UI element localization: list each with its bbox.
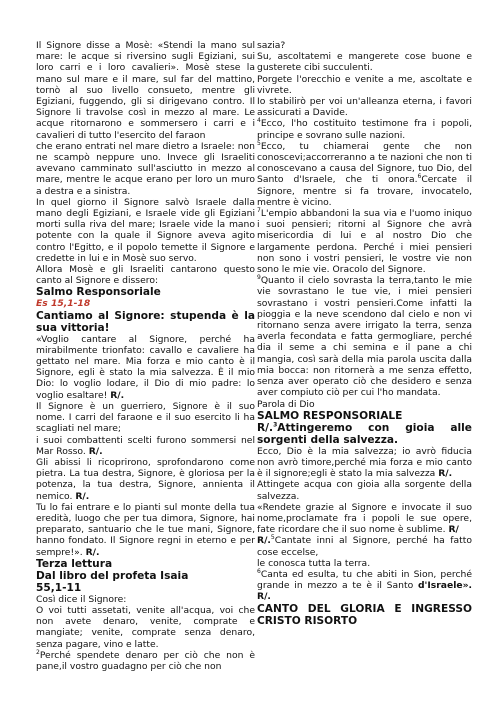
psalm-verse: [257, 502, 472, 536]
reading-verse: Porgete l'orecchio e venite a me, ascoltate e vivrete.: [257, 73, 472, 96]
psalm-verse: [257, 535, 472, 557]
psalm-verse: Il Signore è un guerriero, Signore è il suo nome. I carri del faraone e il suo esercito li ha scagliati nel mare;: [36, 400, 255, 435]
response-mark: R/.: [257, 421, 274, 434]
psalm-verse: [36, 435, 255, 457]
response-mark: R/.: [85, 546, 100, 558]
reading-intro: Così dice il Signore:: [36, 593, 127, 605]
reading-verse: [257, 275, 472, 398]
psalm-verse: [257, 569, 472, 603]
reading-verse: [257, 141, 472, 208]
right-column: [257, 40, 472, 627]
verse-number: 7: [257, 206, 261, 214]
verse-text: Ecco, l'ho costituito testimone fra i popoli, principe e sovrano sulle nazioni.: [257, 118, 472, 141]
verse-text: Tu lo fai entrare e lo pianti sul monte della tua eredità, luogo che per tua dimora, Signore, hai preparato, santuario che le tue mani, Signore, hanno fondato. Il Signore regni in eterno e per sempre!».: [36, 501, 255, 558]
response-mark: R/.: [88, 445, 103, 457]
psalm-reference: Es 15,1-18: [36, 298, 91, 310]
verse-number: 6: [257, 567, 261, 575]
psalm-heading: SALMO RESPONSORIALE: [257, 409, 403, 422]
verse-number: 5: [257, 139, 261, 147]
verse-text: «Rendete grazie al Signore e invocate il suo nome,proclamate fra i popoli le sue opere, fate ricordare che il suo nome è sublime.: [257, 501, 472, 536]
psalm-heading: Salmo Responsoriale: [36, 286, 161, 299]
reading-verse: Su, ascoltatemi e mangerete cose buone e gusterete cibi succulenti.: [257, 51, 472, 74]
psalm-verse: le conosca tutta la terra.: [257, 557, 371, 569]
left-column: [36, 40, 255, 672]
verse-number: 9: [257, 274, 261, 282]
verse-text: Gli abissi li ricoprirono, sprofondarono come pietra. La tua destra, Signore, è gloriosa per la potenza, la tua destra, Signore, annienta il nemico.: [36, 456, 255, 502]
verse-text: Ecco, tu chiamerai gente che non conoscevi;accorreranno a te nazioni che non ti conoscevano a causa del Signore, tuo Dio, del Santo d'Israele, che ti onora.: [257, 140, 472, 186]
verse-text: Canta ed esulta, tu che abiti in Sion, perché grande in mezzo a te è il Santo: [257, 568, 472, 592]
verse-text: Ecco, Dio è la mia salvezza; io avrò fiducia non avrò timore,perché mia forza e mio canto è il signore;egli è stato la mia salvezza: [257, 445, 472, 480]
reading-paragraph: In quel giorno il Signore salvò Israele dalla mano degli Egiziani, e Israele vide gli Egiziani morti sulla riva del mare; Israele vide la mano potente con la quale il Signore aveva agito contro l'Egitto, e il popolo temette il Signore e credette in lui e in Mosè suo servo.: [36, 196, 255, 264]
reading-verse: Io stabilirò per voi un'alleanza eterna, i favori assicurati a Davide.: [257, 96, 472, 119]
refrain-text: Attingeremo con gioia alle sorgenti della salvezza.: [257, 421, 472, 446]
verse-text: L'empio abbandoni la sua via e l'uomo iniquo i suoi pensieri; ritorni al Signore che avrà misericordia di lui e al nostro Dio che largamente perdona. Perché i miei pensieri non sono i vostri pensieri, le vostre vie non sono le mie vie. Oracolo del Signore.: [257, 208, 472, 276]
psalm-verse: [36, 502, 255, 558]
verse-text: Perché spendete denaro per ciò che non è pane,il vostro guadagno per ciò che non: [36, 649, 255, 672]
response-mark: R/.: [438, 468, 453, 480]
psalm-refrain: [257, 422, 472, 446]
response-mark: R/.: [75, 490, 90, 502]
verse-text: i suoi combattenti scelti furono sommersi nel Mar Rosso.: [36, 434, 255, 457]
reading-paragraph: Allora Mosè e gli Israeliti cantarono questo canto al Signore e dissero:: [36, 264, 255, 287]
reading-verse: [257, 208, 472, 275]
verse-text-bold: d'Israele».: [417, 580, 473, 592]
psalm-verse: Attingete acqua con gioia alla sorgente della salvezza.: [257, 479, 472, 502]
verse-text: Quanto il cielo sovrasta la terra,tanto le mie vie sovrastano le tue vie, i miei pensieri sovrastano i vostri pensieri.Come infatti la pioggia e la neve scendono dal cielo e non vi ritornano senza avere irrigato la terra, senza averla fecondata e fatta germogliare, perché dia il seme a chi semina e il pane a chi mangia, così sarà della mia parola uscita dalla mia bocca: non ritornerà a me senza effetto, senza aver operato ciò che desidero e senza aver compiuto ciò per cui l'ho mandata.: [257, 275, 472, 399]
verse-text: Cercate il Signore, mentre si fa trovare, invocatelo, mentre è vicino.: [257, 174, 472, 208]
verse-text: «Voglio cantare al Signore, perché ha mirabilmente trionfato: cavallo e cavaliere ha gettato nel mare. Mia forza e mio canto è il Signore, egli è stato la mia salvezza. È il mio Dio: lo voglio lodare, il Dio di mio padre: lo voglio esaltare!: [36, 333, 255, 401]
response-mark: R/: [448, 524, 459, 536]
verse-number: 5: [270, 534, 275, 542]
response-mark: R/.: [110, 389, 125, 401]
psalm-verse: [36, 334, 255, 401]
response-mark: R/.: [257, 535, 271, 547]
psalm-verse: [36, 457, 255, 502]
reading-verse: [257, 118, 472, 140]
reading-verse: O voi tutti assetati, venite all'acqua, voi che non avete denaro, venite, comprate e mangiate; venite, comprate senza denaro, senza pagare, vino e latte.: [36, 604, 255, 650]
verse-text: Cantate inni al Signore, perché ha fatto cose eccelse,: [257, 535, 472, 558]
reading-source: Dal libro del profeta Isaia: [36, 569, 189, 582]
verse-number: 4: [257, 117, 261, 125]
closing-heading: CANTO DEL GLORIA E INGRESSO CRISTO RISORTO: [257, 602, 472, 627]
reading-verse: sazia?: [257, 40, 286, 51]
reading-paragraph: che erano entrati nel mare dietro a Israele: non ne scampò neppure uno. Invece gli Israeliti avevano camminato sull'asciutto in mezzo al mare, mentre le acque erano per loro un muro a destra e a sinistra.: [36, 140, 255, 197]
verse-number: 3: [273, 421, 278, 429]
reading-verse: [36, 650, 255, 672]
reading-label: Terza lettura: [36, 557, 113, 570]
response-mark: R/.: [257, 591, 271, 603]
verse-number: 2: [36, 648, 40, 656]
reading-paragraph: Il Signore disse a Mosè: «Stendi la mano sul mare: le acque si riversino sugli Egiziani, sui loro carri e i loro cavalieri». Mosè stese la mano sul mare e il mare, sul far del mattino, tornò al suo livello consueto, mentre gli Egiziani, fuggendo, gli si dirigevano contro. Il Signore li travolse così in mezzo al mare. Le acque ritornarono e sommersero i carri e i cavalieri di tutto l'esercito del faraon: [36, 40, 255, 141]
reading-reference: 55,1-11: [36, 581, 82, 594]
psalm-verse: [257, 446, 472, 480]
psalm-refrain: Cantiamo al Signore: stupenda è la sua vittoria!: [36, 309, 255, 334]
word-of-god: Parola di Dio: [257, 398, 315, 410]
verse-number: 6: [417, 173, 422, 181]
